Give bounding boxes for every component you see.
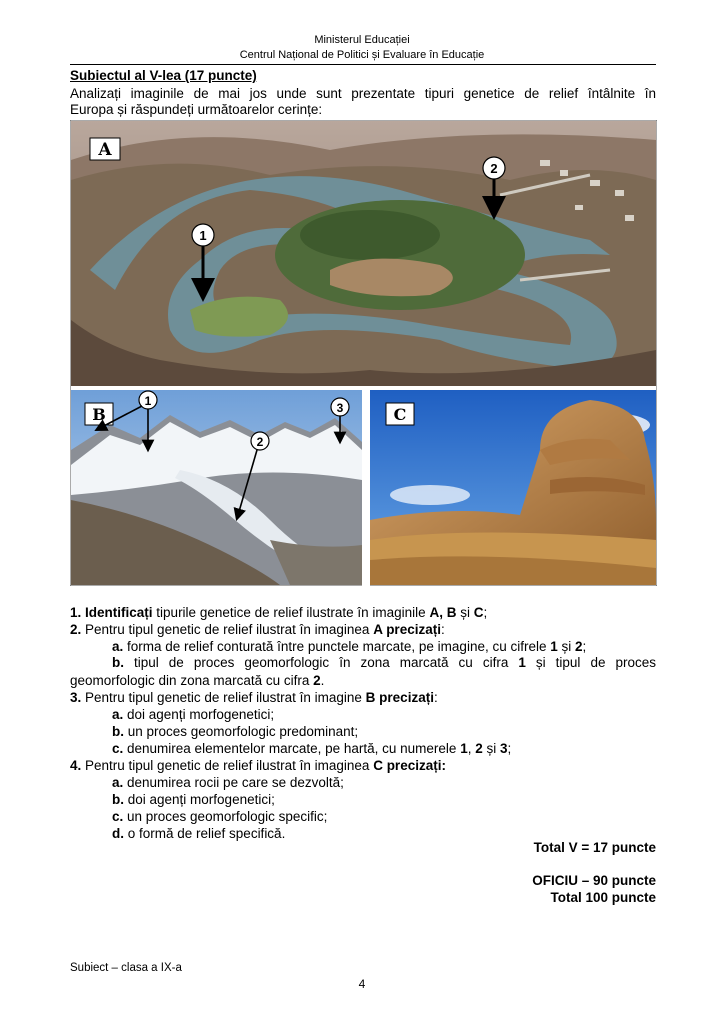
q3-text: Pentru tipul genetic de relief ilustrat în imagine — [81, 690, 366, 705]
q2-number: 2. — [70, 622, 82, 637]
q3c-sep: , — [467, 741, 476, 756]
q1-last: C — [473, 605, 484, 620]
total-v: Total V = 17 puncte — [533, 840, 656, 855]
q2a-end: ; — [582, 639, 587, 654]
q4b-label: b. — [112, 792, 124, 807]
question-3a — [112, 706, 274, 723]
q2-text: Pentru tipul genetic de relief ilustrat în imaginea — [81, 622, 374, 637]
footer-subject: Subiect – clasa a IX-a — [70, 962, 182, 974]
image-b-glacier — [71, 390, 362, 585]
question-4b — [112, 791, 275, 808]
q3c-label: c. — [112, 741, 124, 756]
q3c-n3: 3 — [500, 741, 508, 756]
q2-verb: precizați — [382, 622, 441, 637]
q3-number: 3. — [70, 690, 82, 705]
q3c-n1: 1 — [460, 741, 468, 756]
q1-verb: Identificați — [85, 605, 153, 620]
q4-letter: C — [373, 758, 383, 773]
intro-line-1: Analizați imaginile de mai jos unde sunt prezentate tipuri genetice de relief întâlnite în — [70, 86, 656, 101]
q4b-text: doi agenți morfogenetici; — [124, 792, 275, 807]
question-4 — [70, 757, 446, 774]
header-divider — [70, 64, 656, 65]
q3-letter: B — [365, 690, 376, 705]
q3b-text: un proces geomorfologic predominant; — [124, 724, 359, 739]
total-points: Total 100 puncte — [550, 890, 656, 905]
image-b-marker-3: 3 — [336, 401, 344, 415]
question-2 — [70, 621, 445, 638]
question-2b — [112, 655, 656, 670]
q2b-text1: tipul de proces geomorfologic în zona marcată cu cifra — [124, 655, 519, 670]
q2a-text: forma de relief conturată între punctele marcate, pe imagine, cu cifrele — [123, 639, 551, 654]
q4d-label: d. — [112, 826, 124, 841]
q2b-line2: geomorfologic din zona marcată cu cifra — [70, 673, 314, 688]
q4-text: Pentru tipul genetic de relief ilustrat în imaginea — [81, 758, 374, 773]
q4c-text: un proces geomorfologic specific; — [123, 809, 328, 824]
q4-number: 4. — [70, 758, 82, 773]
image-c-sphinx-rock — [370, 390, 656, 585]
image-a-river-meander — [71, 121, 656, 386]
image-b-label: B — [92, 405, 106, 424]
q3c-and: și — [482, 741, 501, 756]
subject-title: Subiectul al V-lea (17 puncte) — [70, 68, 257, 83]
q1-end: ; — [483, 605, 488, 620]
q2b-n1: 1 — [518, 655, 526, 670]
q4-verb: precizați: — [382, 758, 446, 773]
q3c-end: ; — [507, 741, 512, 756]
question-2b-continued — [70, 672, 324, 689]
image-a-label: A — [98, 140, 112, 160]
q2a-and: și — [557, 639, 576, 654]
q4a-text: denumirea rocii pe care se dezvoltă; — [123, 775, 344, 790]
question-3 — [70, 689, 438, 706]
image-a-marker-1: 1 — [199, 228, 207, 243]
header-ministry: Ministerul Educației — [314, 34, 410, 46]
q2-colon: : — [440, 622, 445, 637]
q3-colon: : — [433, 690, 438, 705]
q1-and: și — [456, 605, 474, 620]
q4a-label: a. — [112, 775, 124, 790]
q3c-n2: 2 — [475, 741, 483, 756]
question-2a — [112, 638, 586, 655]
q2b-label: b. — [112, 655, 124, 670]
q2b-end: . — [320, 673, 325, 688]
image-b-marker-1: 1 — [144, 394, 152, 408]
q2a-n1: 1 — [550, 639, 558, 654]
subject-intro — [70, 86, 656, 118]
question-3c — [112, 740, 511, 757]
question-1 — [70, 604, 487, 621]
oficiu-points: OFICIU – 90 puncte — [532, 873, 656, 888]
q3-verb: precizați — [375, 690, 434, 705]
image-a-marker-2: 2 — [490, 161, 498, 176]
relief-images-figure — [70, 120, 657, 586]
q2a-n2: 2 — [575, 639, 583, 654]
question-3b — [112, 723, 358, 740]
question-4c — [112, 808, 327, 825]
q2b-n2: 2 — [313, 673, 321, 688]
q3b-label: b. — [112, 724, 124, 739]
q4d-text: o formă de relief specifică. — [124, 826, 286, 841]
q3a-text: doi agenți morfogenetici; — [123, 707, 275, 722]
page-number: 4 — [358, 977, 366, 991]
q2b-text2: și tipul de proces — [525, 655, 656, 670]
q2-letter: A — [373, 622, 383, 637]
q1-text: tipurile genetice de relief ilustrate în imaginile — [152, 605, 430, 620]
image-b-marker-2: 2 — [256, 435, 264, 449]
question-4d — [112, 825, 285, 842]
q4c-label: c. — [112, 809, 124, 824]
q3c-text: denumirea elementelor marcate, pe hartă, cu numerele — [123, 741, 461, 756]
header-center: Centrul Național de Politici și Evaluare în Educație — [239, 49, 485, 61]
image-c-label: C — [393, 405, 407, 424]
q1-number: 1. — [70, 605, 82, 620]
q2a-label: a. — [112, 639, 124, 654]
intro-line-2: Europa și răspundeți următoarelor cerințe: — [70, 102, 323, 117]
q3a-label: a. — [112, 707, 124, 722]
q1-letters: A, B — [429, 605, 457, 620]
question-4a — [112, 774, 344, 791]
